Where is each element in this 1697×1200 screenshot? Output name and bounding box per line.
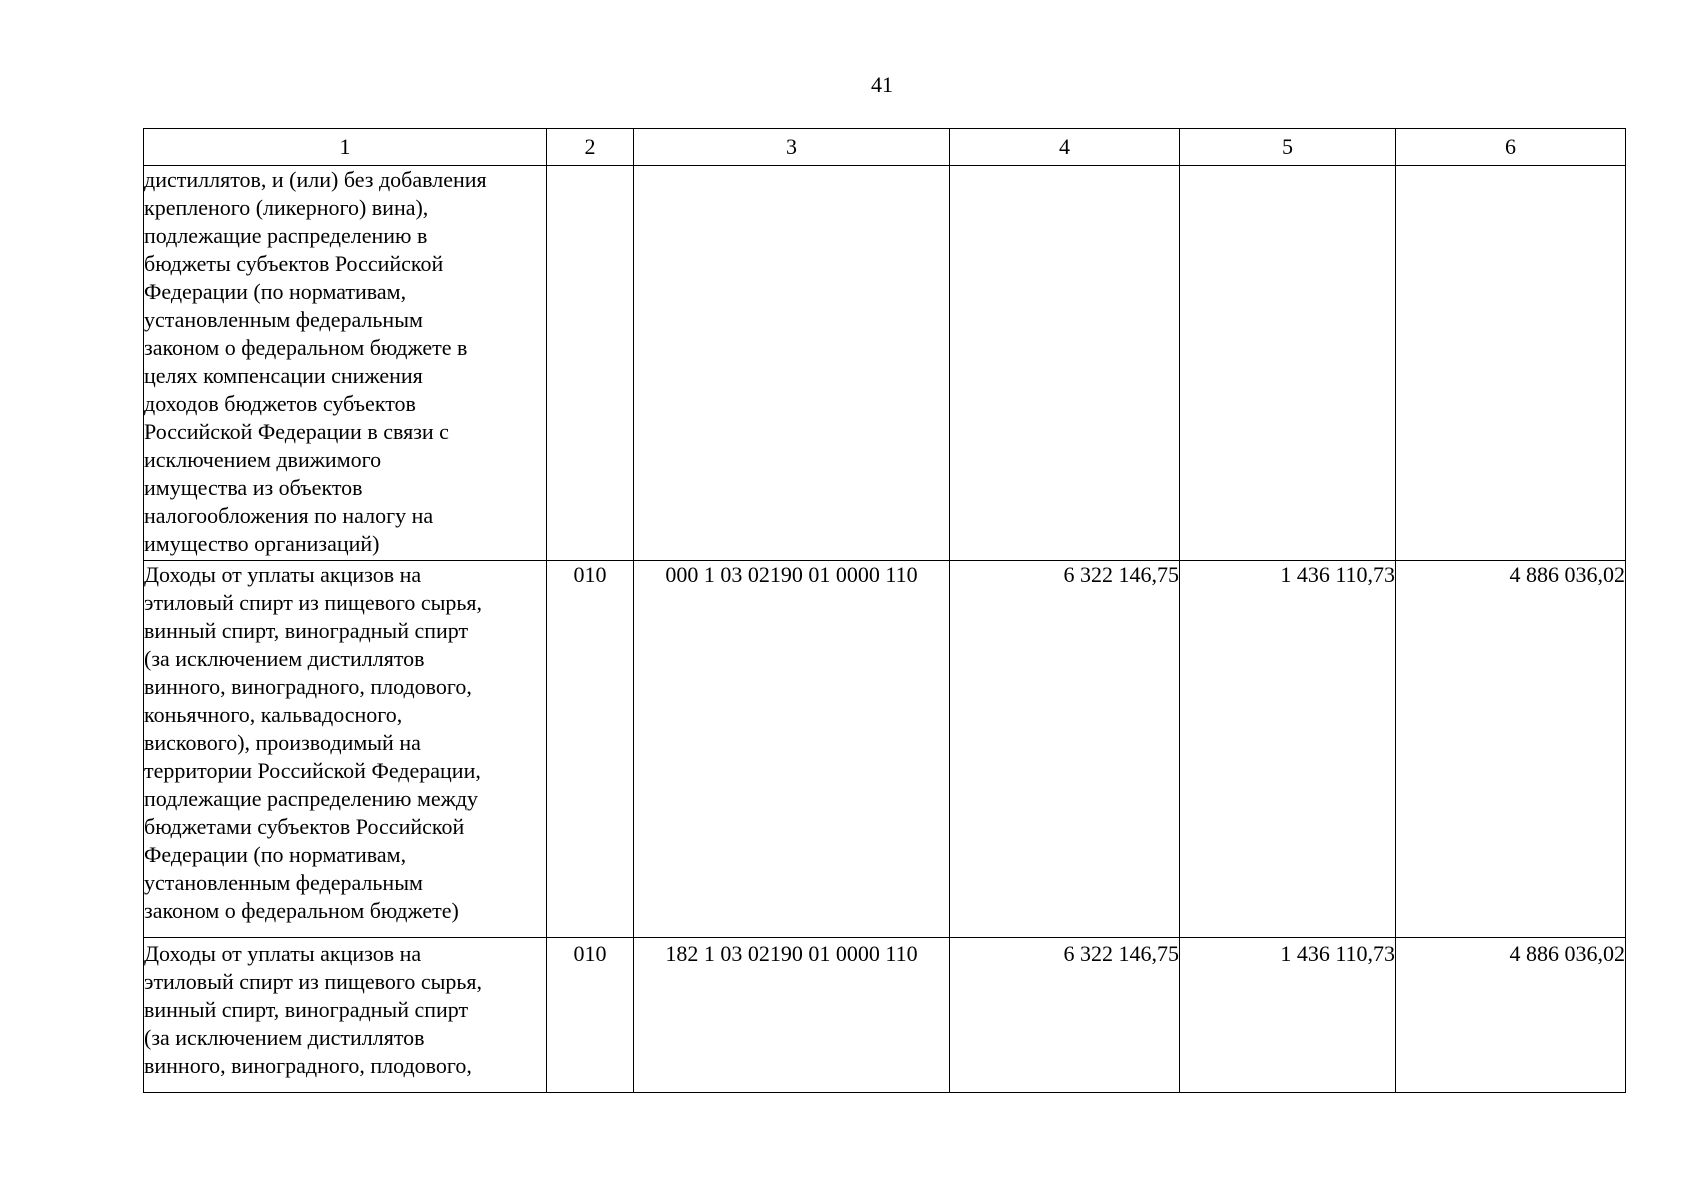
description-line: этиловый спирт из пищевого сырья, bbox=[144, 590, 483, 615]
row-value-col5: 1 436 110,73 bbox=[1180, 938, 1396, 1093]
row-budget-code: 182 1 03 02190 01 0000 110 bbox=[634, 938, 950, 1093]
description-line: винного, виноградного, плодового, bbox=[144, 674, 472, 699]
description-line: имущества из объектов bbox=[144, 475, 363, 500]
description-line: этиловый спирт из пищевого сырья, bbox=[144, 969, 483, 994]
header-col-4: 4 bbox=[950, 129, 1180, 166]
description-line: доходов бюджетов субъектов bbox=[144, 391, 416, 416]
description-line: Федерации (по нормативам, bbox=[144, 842, 407, 867]
description-line: Федерации (по нормативам, bbox=[144, 279, 407, 304]
row-line-code bbox=[547, 166, 634, 561]
description-line: крепленого (ликерного) вина), bbox=[144, 195, 429, 220]
row-line-code: 010 bbox=[547, 938, 634, 1093]
description-line: исключением движимого bbox=[144, 447, 382, 472]
table-header-row bbox=[144, 129, 1626, 166]
row-value-col4 bbox=[950, 166, 1180, 561]
description-line: коньячного, кальвадосного, bbox=[144, 702, 403, 727]
row-description bbox=[144, 166, 547, 561]
header-col-1: 1 bbox=[144, 129, 547, 166]
description-line: вискового), производимый на bbox=[144, 730, 421, 755]
description-line: целях компенсации снижения bbox=[144, 363, 423, 388]
description-line: законом о федеральном бюджете) bbox=[144, 898, 459, 923]
description-line: подлежащие распределению в bbox=[144, 223, 428, 248]
description-line: установленным федеральным bbox=[144, 307, 423, 332]
row-value-col6: 4 886 036,02 bbox=[1396, 561, 1626, 938]
description-line: винный спирт, виноградный спирт bbox=[144, 618, 469, 643]
row-budget-code: 000 1 03 02190 01 0000 110 bbox=[634, 561, 950, 938]
description-line: бюджетами субъектов Российской bbox=[144, 814, 465, 839]
description-line: бюджеты субъектов Российской bbox=[144, 251, 444, 276]
description-line: Доходы от уплаты акцизов на bbox=[144, 562, 422, 587]
description-line: имущество организаций) bbox=[144, 531, 380, 556]
description-line: (за исключением дистиллятов bbox=[144, 1025, 425, 1050]
description-line: Российской Федерации в связи с bbox=[144, 419, 449, 444]
row-value-col4: 6 322 146,75 bbox=[950, 938, 1180, 1093]
description-line: Доходы от уплаты акцизов на bbox=[144, 941, 422, 966]
description-line: установленным федеральным bbox=[144, 870, 423, 895]
page-number: 41 bbox=[871, 72, 893, 97]
description-line: налогообложения по налогу на bbox=[144, 503, 434, 528]
row-budget-code bbox=[634, 166, 950, 561]
table-row bbox=[144, 938, 1626, 1093]
row-value-col5 bbox=[1180, 166, 1396, 561]
description-line: территории Российской Федерации, bbox=[144, 758, 481, 783]
row-line-code: 010 bbox=[547, 561, 634, 938]
row-value-col4: 6 322 146,75 bbox=[950, 561, 1180, 938]
report-table bbox=[143, 128, 1626, 1093]
row-value-col6: 4 886 036,02 bbox=[1396, 938, 1626, 1093]
description-line: (за исключением дистиллятов bbox=[144, 646, 425, 671]
description-line: винного, виноградного, плодового, bbox=[144, 1053, 472, 1078]
row-description bbox=[144, 938, 547, 1093]
row-value-col6 bbox=[1396, 166, 1626, 561]
header-col-6: 6 bbox=[1396, 129, 1626, 166]
table-row bbox=[144, 166, 1626, 561]
row-value-col5: 1 436 110,73 bbox=[1180, 561, 1396, 938]
table-row bbox=[144, 561, 1626, 938]
header-col-5: 5 bbox=[1180, 129, 1396, 166]
header-col-3: 3 bbox=[634, 129, 950, 166]
description-line: дистиллятов, и (или) без добавления bbox=[144, 167, 487, 192]
row-description bbox=[144, 561, 547, 938]
description-line: винный спирт, виноградный спирт bbox=[144, 997, 469, 1022]
header-col-2: 2 bbox=[547, 129, 634, 166]
description-line: законом о федеральном бюджете в bbox=[144, 335, 468, 360]
description-line: подлежащие распределению между bbox=[144, 786, 479, 811]
